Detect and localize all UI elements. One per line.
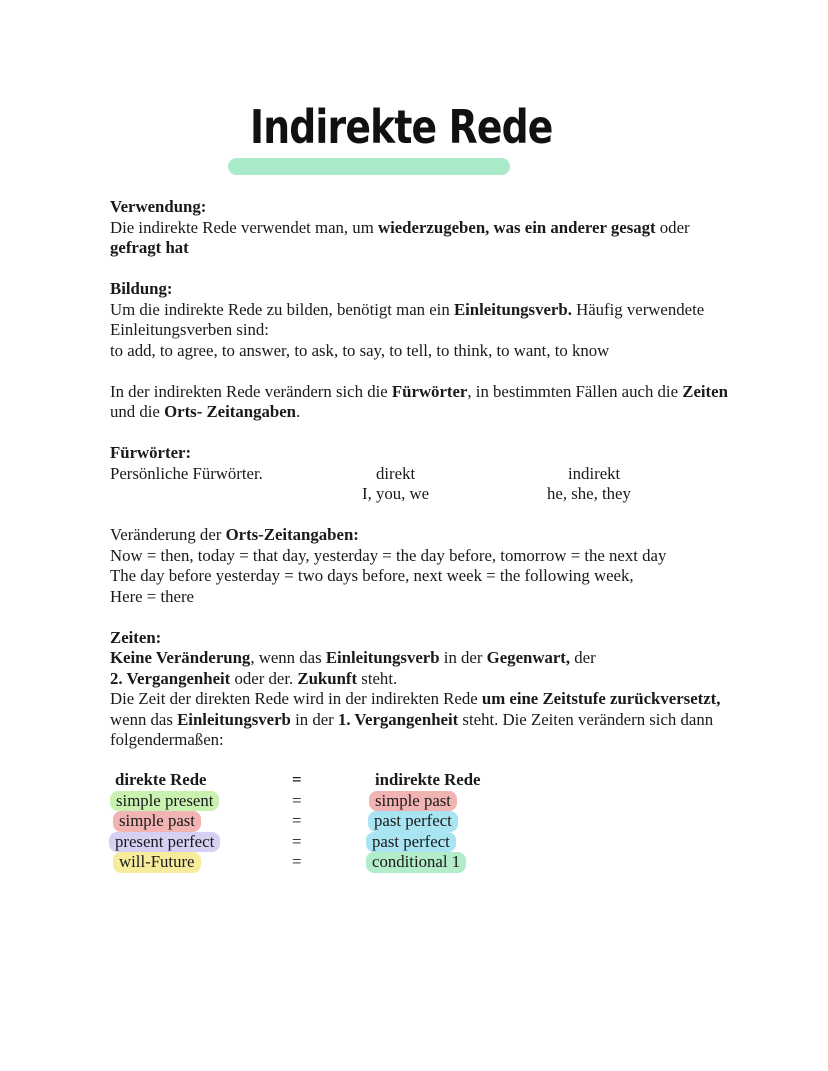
orts-heading: Veränderung der Orts-Zeitangaben: xyxy=(110,525,359,544)
pronoun-direkt-values: I, you, we xyxy=(362,484,430,503)
tense-header-eq: = xyxy=(292,770,302,789)
orts-line-2: The day before yesterday = two days before, next week = the following week, xyxy=(110,566,634,585)
tense-header-direkt: direkte Rede xyxy=(115,770,207,789)
orts-line-3: Here = there xyxy=(110,586,194,606)
zeiten-heading: Zeiten: xyxy=(110,627,162,647)
verwendung-text: Die indirekte Rede verwendet man, um wiederzugeben, was ein anderer gesagt oder gefragt hat xyxy=(110,217,690,257)
zeiten-text-1: Keine Veränderung, wenn das Einleitungsverb in der Gegenwart, der xyxy=(110,648,596,667)
zeiten-text-2: 2. Vergangenheit oder der. Zukunft steht. xyxy=(110,668,398,688)
orts-line-1: Now = then, today = that day, yesterday = the day before, tomorrow = the next day xyxy=(110,545,667,565)
aenderung-text: In der indirekten Rede verändern sich die Fürwörter, in bestimmten Fällen auch die Zeiten und die Orts- Zeitangaben. xyxy=(110,381,728,421)
tense-header-row xyxy=(110,770,610,791)
pronoun-col-indirekt: indirekt xyxy=(568,463,621,483)
tense-indirekt: past perfect xyxy=(368,811,458,832)
document-body xyxy=(110,197,730,751)
pronoun-col-direkt: direkt xyxy=(376,463,416,483)
pronoun-indirekt-values: he, she, they xyxy=(547,484,631,503)
bildung-heading: Bildung: xyxy=(110,279,173,298)
tense-indirekt: past perfect xyxy=(366,832,456,853)
page-title: Indirekte Rede xyxy=(250,100,553,154)
fuerwoerter-heading: Fürwörter: xyxy=(110,443,192,462)
tense-direkt: will-Future xyxy=(113,852,201,873)
table-row xyxy=(110,852,610,873)
tense-indirekt: conditional 1 xyxy=(366,852,466,873)
tense-indirekt: simple past xyxy=(369,791,457,812)
tense-eq: = xyxy=(292,852,302,871)
pronoun-value-row xyxy=(110,484,730,505)
tense-eq: = xyxy=(292,811,302,830)
bildung-text: Um die indirekte Rede zu bilden, benötigt man ein Einleitungsverb. Häufig verwendete Einleitungsverben sind: xyxy=(110,299,705,339)
tense-table xyxy=(110,770,610,873)
verwendung-heading: Verwendung: xyxy=(110,197,207,216)
zeiten-text-3: Die Zeit der direkten Rede wird in der indirekten Rede um eine Zeitstufe zurückversetzt, wenn das Einleitungsverb in der 1. Vergangenheit steht. Die Zeiten verändern sich dann folgendermaßen: xyxy=(110,689,721,749)
title-underline-highlight xyxy=(228,158,510,175)
pronoun-label: Persönliche Fürwörter. xyxy=(110,463,263,483)
table-row xyxy=(110,832,610,853)
pronoun-header-row xyxy=(110,464,730,485)
tense-eq: = xyxy=(292,831,302,851)
tense-eq: = xyxy=(292,790,302,810)
bildung-verbs: to add, to agree, to answer, to ask, to say, to tell, to think, to want, to know xyxy=(110,340,610,360)
table-row xyxy=(110,791,610,812)
tense-header-indirekt: indirekte Rede xyxy=(375,770,481,789)
tense-direkt: present perfect xyxy=(109,832,220,853)
tense-direkt: simple present xyxy=(110,791,219,812)
table-row xyxy=(110,811,610,832)
tense-direkt: simple past xyxy=(113,811,201,832)
title-area xyxy=(0,0,828,190)
